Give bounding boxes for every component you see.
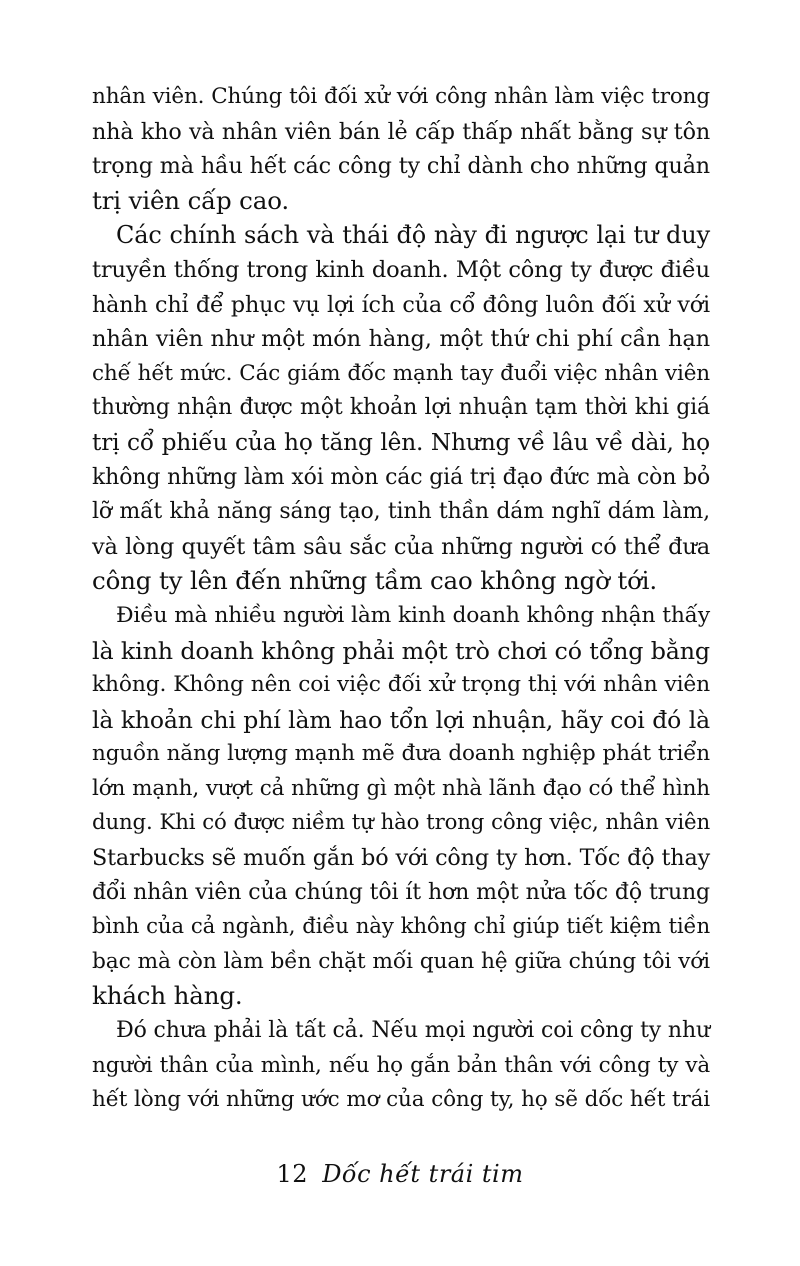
text-line: là khoản chi phí làm hao tổn lợi nhuận, hãy coi đó là	[92, 705, 710, 734]
page-footer	[0, 1160, 800, 1188]
text-line: hết lòng với những ước mơ của công ty, họ sẽ dốc hết trái	[92, 1087, 710, 1113]
text-line: nguồn năng lượng mạnh mẽ đưa doanh nghiệp phát triển	[92, 741, 710, 767]
text-line: là kinh doanh không phải một trò chơi có tổng bằng	[92, 636, 710, 665]
text-line: nhà kho và nhân viên bán lẻ cấp thấp nhất bằng sự tôn	[92, 118, 710, 145]
text-line: lỡ mất khả năng sáng tạo, tinh thần dám nghĩ dám làm,	[92, 499, 710, 525]
text-line: Starbucks sẽ muốn gắn bó với công ty hơn. Tốc độ thay	[92, 845, 710, 872]
body-text	[92, 80, 710, 1118]
text-line: khách hàng.	[92, 981, 243, 1011]
page-number: 12	[276, 1160, 309, 1188]
text-line: trị viên cấp cao.	[92, 185, 290, 215]
text-line: bình của cả ngành, điều này không chỉ giúp tiết kiệm tiền	[92, 914, 710, 940]
text-line: truyền thống trong kinh doanh. Một công ty được điều	[92, 256, 710, 283]
text-line: lớn mạnh, vượt cả những gì một nhà lãnh đạo có thể hình	[92, 775, 710, 801]
text-line: hành chỉ để phục vụ lợi ích của cổ đông luôn đối xử với	[92, 291, 710, 318]
text-line: đổi nhân viên của chúng tôi ít hơn một nửa tốc độ trung	[92, 879, 710, 905]
text-line: nhân viên. Chúng tôi đối xử với công nhân làm việc trong	[92, 84, 710, 109]
text-line: Các chính sách và thái độ này đi ngược lại tư duy	[116, 221, 710, 250]
running-title: Dốc hết trái tim	[322, 1160, 524, 1188]
text-line: nhân viên như một món hàng, một thứ chi phí cần hạn	[92, 326, 710, 353]
text-line: trọng mà hầu hết các công ty chỉ dành cho những quản	[92, 153, 710, 180]
text-line: Điều mà nhiều người làm kinh doanh không nhận thấy	[116, 602, 710, 628]
text-line: dung. Khi có được niềm tự hào trong công việc, nhân viên	[92, 810, 710, 836]
paragraph	[92, 80, 710, 218]
text-line: chế hết mức. Các giám đốc mạnh tay đuổi việc nhân viên	[92, 360, 710, 386]
text-line: trị cổ phiếu của họ tăng lên. Nhưng về lâu về dài, họ	[92, 428, 710, 456]
text-line: và lòng quyết tâm sâu sắc của những người có thể đưa	[92, 533, 710, 560]
text-line: bạc mà còn làm bền chặt mối quan hệ giữa chúng tôi với	[92, 948, 710, 974]
paragraph	[92, 599, 710, 1014]
text-line: thường nhận được một khoản lợi nhuận tạm thời khi giá	[92, 395, 710, 421]
text-line: người thân của mình, nếu họ gắn bản thân với công ty và	[92, 1052, 710, 1078]
text-line: không những làm xói mòn các giá trị đạo đức mà còn bỏ	[92, 464, 711, 490]
paragraph	[92, 218, 710, 599]
paragraph	[92, 1014, 710, 1118]
text-line: công ty lên đến những tầm cao không ngờ tới.	[92, 566, 657, 596]
text-line: Đó chưa phải là tất cả. Nếu mọi người coi công ty như	[116, 1018, 710, 1044]
text-line: không. Không nên coi việc đối xử trọng thị với nhân viên	[92, 672, 710, 698]
